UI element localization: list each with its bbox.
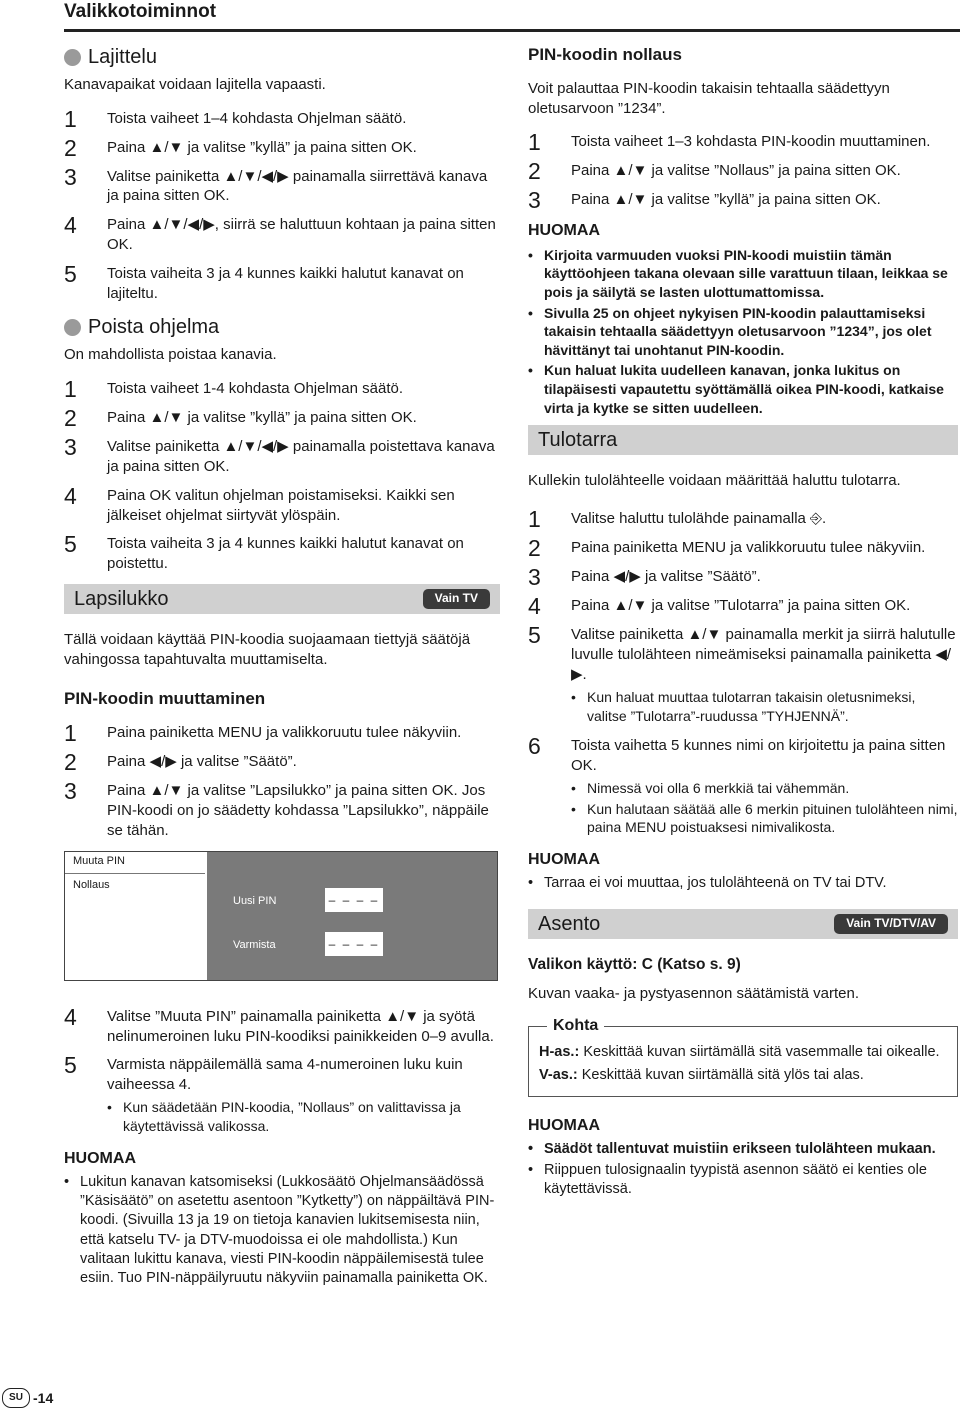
step: 3 Valitse painiketta ▲/▼/◀/▶ painamalla siirrettävä kanava ja paina sitten OK. [64, 163, 488, 205]
step: 1 Toista vaiheet 1-4 kohdasta Ohjelman säätö. [64, 375, 404, 402]
menu-item-change-pin[interactable]: Muuta PIN [65, 852, 205, 874]
step: 5 Toista vaiheita 3 ja 4 kunnes kaikki halutut kanavat on poistettu. [64, 531, 464, 573]
pin-menu-screen [64, 851, 498, 981]
step: 1 Valitse haluttu tulolähde painamalla ⎆. [528, 506, 827, 533]
step: 2 Paina ▲/▼ ja valitse ”kyllä” ja paina sitten OK. [64, 404, 417, 431]
step: 4 Paina ▲/▼ ja valitse ”Tulotarra” ja paina sitten OK. [528, 593, 911, 620]
poista-steps [64, 375, 500, 575]
new-pin-label: Uusi PIN [233, 894, 277, 907]
note-heading: HUOMAA [528, 222, 600, 240]
page-number [2, 1388, 53, 1408]
pin-change-subhead: PIN-koodin muuttaminen [64, 689, 266, 709]
lapsilukko-badge: Vain TV [423, 589, 490, 609]
lapsilukko-intro: Tällä voidaan käyttää PIN-koodia suojaamaan tiettyjä säätöjä vahingossa tapahtuvalta muuttamiselta. [64, 631, 471, 669]
step: 4 Paina OK valitun ohjelman poistamiseksi. Kaikki sen jälkeiset ohjelmat siirtyvät ylöspäin. [64, 482, 455, 524]
step: 5 Toista vaiheita 3 ja 4 kunnes kaikki halutut kanavat on lajiteltu. [64, 261, 464, 303]
section-lajittelu-title: Lajittelu [64, 44, 500, 71]
step: 3 Paina ◀/▶ ja valitse ”Säätö”. [528, 564, 761, 591]
verify-pin-field[interactable]: – – – – [325, 932, 383, 956]
pin-reset-steps [528, 129, 958, 214]
kohta-title: Kohta [547, 1015, 604, 1036]
note-item: • Lukitun kanavan katsomiseksi (Lukkosäätö Ohjelmansäädössä ”Käsisäätö” on asetettu asentoon ”Kytketty”) on näppäiltävä PIN-koodi. (Sivuilla 13 ja 19 on tietoja kanavien lukitsemisesta niin, että katselu TV- ja DTV-muodoissa ei ole mahdollista.) Kun valitaan lukittu kanava, viesti PIN-koodin näppäilemisestä tulee esiin. Tuo PIN-näppäilyruutu näkyviin painamalla painiketta OK. [64, 1173, 495, 1287]
note-item: • Riippuen tulosignaalin tyypistä asennon säätö ei kenties ole käytettävissä. [528, 1162, 927, 1198]
step: 1 Toista vaiheet 1–4 kohdasta Ohjelman säätö. [64, 105, 407, 132]
pin-menu-list [65, 852, 207, 980]
note-heading: HUOMAA [528, 1116, 600, 1134]
kohta-item: V-as.: Keskittää kuvan siirtämällä sitä ylös tai alas. [539, 1067, 864, 1084]
new-pin-field[interactable]: – – – – [325, 888, 383, 912]
pin-reset-subhead: PIN-koodin nollaus [528, 45, 682, 64]
verify-label: Varmista [233, 938, 276, 951]
tulotarra-banner [528, 425, 958, 455]
asento-badge: Vain TV/DTV/AV [834, 914, 948, 934]
asento-banner [528, 909, 958, 939]
lajittelu-steps [64, 105, 500, 305]
tulotarra-notes [528, 874, 958, 893]
kohta-item: H-as.: Keskittää kuvan siirtämällä sitä vasemmalle tai oikealle. [539, 1044, 940, 1060]
lapsilukko-steps [64, 719, 500, 841]
step: 2 Paina ◀/▶ ja valitse ”Säätö”. [64, 748, 297, 775]
asento-usage: Valikon käyttö: C (Katso s. 9) [528, 956, 741, 974]
page-header-title: Valikkotoiminnot [64, 1, 217, 22]
step: 5 Valitse painiketta ▲/▼ painamalla merkit ja siirrä halutulle luvulle tulolähteen nimeämiseksi painamalla painiketta ◀/▶. • Kun haluat muuttaa tulotarran takaisin oletusnimeksi, valitse ”Tulotarra”-ruudussa ”TYHJENNÄ”. [528, 622, 956, 724]
pin-reset-notes [528, 246, 958, 417]
step: 2 Paina painiketta MENU ja valikkoruutu tulee näkyviin. [528, 535, 926, 562]
pin-entry-panel [207, 852, 497, 980]
tulotarra-intro: Kullekin tulolähteelle voidaan määrittää haluttu tulotarra. [528, 472, 901, 490]
section-poista-title: Poista ohjelma [64, 314, 500, 341]
lajittelu-intro: Kanavapaikat voidaan lajitella vapaasti. [64, 75, 326, 93]
poista-intro: On mahdollista poistaa kanavia. [64, 345, 277, 363]
lapsilukko-notes [64, 1173, 500, 1289]
asento-notes [528, 1140, 958, 1200]
step: 1 Toista vaiheet 1–3 kohdasta PIN-koodin muuttaminen. [528, 129, 931, 156]
pin-reset-intro: Voit palauttaa PIN-koodin takaisin tehtaalla säädettyyn oletusarvoon ”1234”. [528, 79, 890, 117]
tulotarra-title: Tulotarra [538, 428, 618, 451]
note-item: • Säädöt tallentuvat muistiin erikseen tulolähteen mukaan. [528, 1140, 936, 1157]
page-number-text: -14 [33, 1389, 54, 1406]
step: 3 Paina ▲/▼ ja valitse ”Lapsilukko” ja paina sitten OK. Jos PIN-koodi on jo säädetty kohdassa ”Lapsilukko”, näppäile se tähän. [64, 777, 489, 839]
step: 3 Paina ▲/▼ ja valitse ”kyllä” ja paina sitten OK. [528, 187, 881, 214]
right-column [528, 40, 958, 1202]
note-item: • Sivulla 25 on ohjeet nykyisen PIN-koodin palauttamiseksi takaisin tehtaalla säädettyyn oletusarvoon ”1234”, jos olet hävittänyt tai unohtanut PIN-koodin. [528, 304, 932, 358]
note-heading: HUOMAA [528, 850, 600, 868]
menu-item-reset[interactable]: Nollaus [73, 878, 110, 891]
section-bullet-icon [64, 319, 81, 336]
asento-intro: Kuvan vaaka- ja pystyasennon säätämistä varten. [528, 985, 860, 1003]
step: 4 Valitse ”Muuta PIN” painamalla painiketta ▲/▼ ja syötä nelinumeroinen luku PIN-koodiksi painikkeiden 0–9 avulla. [64, 1003, 494, 1045]
note-item: • Kirjoita varmuuden vuoksi PIN-koodi muistiin tämän käyttöohjeen takana olevaan sille varattuun tilaan, leikkaa se pois ja säilytä se lasten ulottumattomissa. [528, 246, 948, 300]
left-column [64, 40, 500, 1291]
section-bullet-icon [64, 49, 81, 66]
step: 3 Valitse painiketta ▲/▼/◀/▶ painamalla poistettava kanava ja paina sitten OK. [64, 433, 495, 475]
step: 1 Paina painiketta MENU ja valikkoruutu tulee näkyviin. [64, 719, 462, 746]
lapsilukko-steps-2 [64, 1003, 500, 1138]
kohta-box [528, 1017, 958, 1097]
asento-title: Asento [538, 913, 601, 936]
note-item: • Tarraa ei voi muuttaa, jos tulolähteenä on TV tai DTV. [528, 875, 887, 892]
lapsilukko-banner [64, 584, 500, 614]
header-rule [64, 29, 960, 32]
lapsilukko-title: Lapsilukko [74, 588, 169, 611]
step: 4 Paina ▲/▼/◀/▶, siirrä se haluttuun kohtaan ja paina sitten OK. [64, 212, 496, 254]
tulotarra-steps [528, 506, 958, 839]
language-badge: SU [2, 1388, 30, 1408]
step: 2 Paina ▲/▼ ja valitse ”Nollaus” ja paina sitten OK. [528, 158, 901, 185]
page-header [64, 0, 960, 32]
step: 2 Paina ▲/▼ ja valitse ”kyllä” ja paina sitten OK. [64, 134, 417, 161]
note-item: • Kun haluat lukita uudelleen kanavan, jonka lukitus on tilapäisesti vapautettu syöttämällä oikea PIN-koodi, katkaise virta ja kytke se sitten uudelleen. [528, 362, 944, 416]
step: 5 Varmista näppäilemällä sama 4-numeroinen luku kuin vaiheessa 4. • Kun säädetään PIN-koodia, ”Nollaus” on valittavissa ja käytettävissä valikossa. [64, 1052, 463, 1134]
note-heading: HUOMAA [64, 1149, 136, 1167]
step: 6 Toista vaihetta 5 kunnes nimi on kirjoitettu ja paina sitten OK. • Nimessä voi olla 6 merkkiä tai vähemmän. • Kun halutaan säätää alle 6 merkin pituinen tulolähteen nimi, paina MENU poistuaksesi nimivalikosta. [528, 733, 958, 836]
